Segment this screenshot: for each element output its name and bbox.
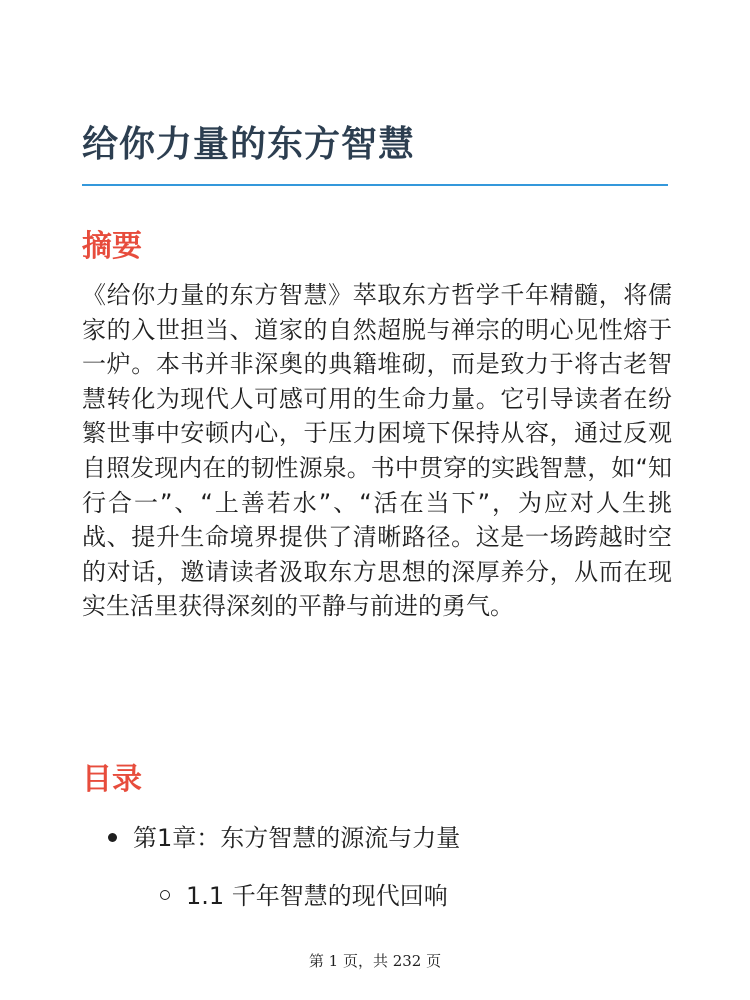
page-number-footer: 第 1 页，共 232 页	[308, 952, 442, 970]
toc-item-label: 第1章：东方智慧的源流与力量	[133, 824, 461, 852]
bullet-disc-icon	[108, 833, 117, 842]
document-title: 给你力量的东方智慧	[82, 124, 416, 165]
toc-heading: 目录	[82, 762, 142, 797]
bullet-circle-icon	[160, 890, 170, 900]
title-divider	[82, 184, 668, 186]
toc-item-label: 1.1 千年智慧的现代回响	[186, 882, 448, 910]
toc-item-section-1-1[interactable]	[160, 876, 448, 911]
toc-item-chapter-1[interactable]	[108, 818, 460, 853]
abstract-heading: 摘要	[82, 229, 142, 264]
abstract-paragraph: 《给你力量的东方智慧》萃取东方哲学千年精髓，将儒家的入世担当、道家的自然超脱与禅宗的明心见性熔于一炉。本书并非深奥的典籍堆砌，而是致力于将古老智慧转化为现代人可感可用的生命力量。它引导读者在纷繁世事中安顿内心，于压力困境下保持从容，通过反观自照发现内在的韧性源泉。书中贯穿的实践智慧，如“知行合一”、“上善若水”、“活在当下”，为应对人生挑战、提升生命境界提供了清晰路径。这是一场跨越时空的对话，邀请读者汲取东方思想的深厚养分，从而在现实生活里获得深刻的平静与前进的勇气。	[82, 281, 672, 621]
